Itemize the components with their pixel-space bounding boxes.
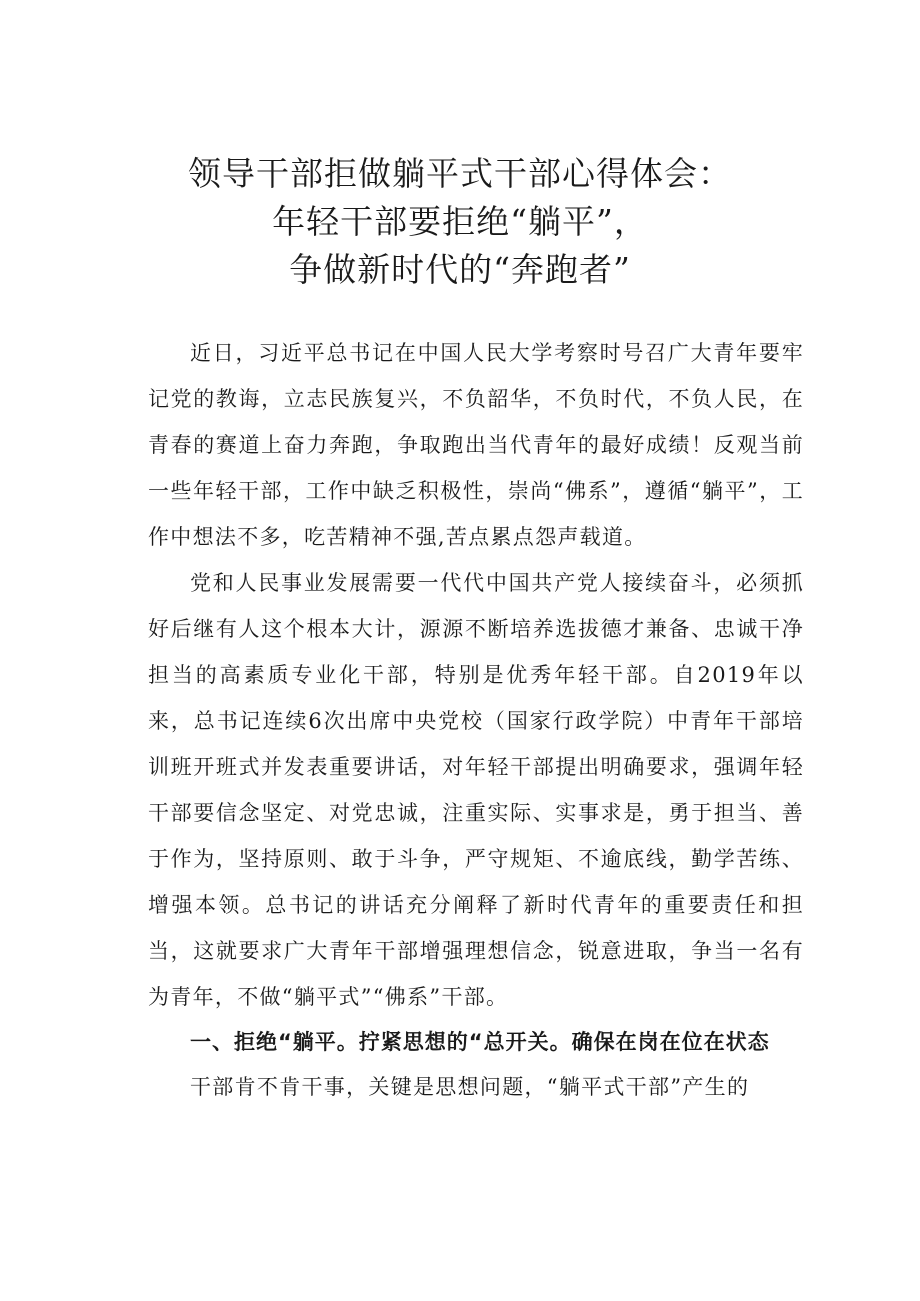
body-paragraph-2: 党和人民事业发展需要一代代中国共产党人接续奋斗，必须抓好后继有人这个根本大计，源源不断培养选拔德才兼备、忠诚干净担当的高素质专业化干部，特别是优秀年轻干部。自2019年以来，总书记连续6次出席中央党校（国家行政学院）中青年干部培训班开班式并发表重要讲话，对年轻干部提出明确要求，强调年轻干部要信念坚定、对党忠诚，注重实际、实事求是，勇于担当、善于作为，坚持原则、敢于斗争，严守规矩、不逾底线，勤学苦练、增强本领。总书记的讲话充分阐释了新时代青年的重要责任和担当，这就要求广大青年干部增强理想信念，锐意进取，争当一名有为青年，不做“躺平式”“佛系”干部。 bbox=[148, 571, 804, 1009]
title-line-2: 年轻干部要拒绝“躺平”， bbox=[272, 202, 648, 241]
body-paragraph-3: 干部肯不肯干事，关键是思想问题，“躺平式干部”产生的 bbox=[190, 1075, 750, 1099]
section-heading: 一、拒绝“躺平。拧紧思想的“总开关。确保在岗在位在状态 bbox=[190, 1030, 770, 1054]
document-body bbox=[148, 330, 804, 1110]
title-line-1: 领导干部拒做躺平式干部心得体会： bbox=[188, 154, 732, 193]
body-paragraph-1: 近日，习近平总书记在中国人民大学考察时号召广大青年要牢记党的教诲，立志民族复兴，不负韶华，不负时代，不负人民，在青春的赛道上奋力奔跑，争取跑出当代青年的最好成绩！反观当前一些年轻干部，工作中缺乏积极性，崇尚“佛系”，遵循“躺平”，工作中想法不多，吃苦精神不强,苦点累点怨声载道。 bbox=[148, 341, 804, 549]
title-line-3: 争做新时代的“奔跑者” bbox=[289, 250, 631, 289]
document-title bbox=[0, 150, 920, 294]
